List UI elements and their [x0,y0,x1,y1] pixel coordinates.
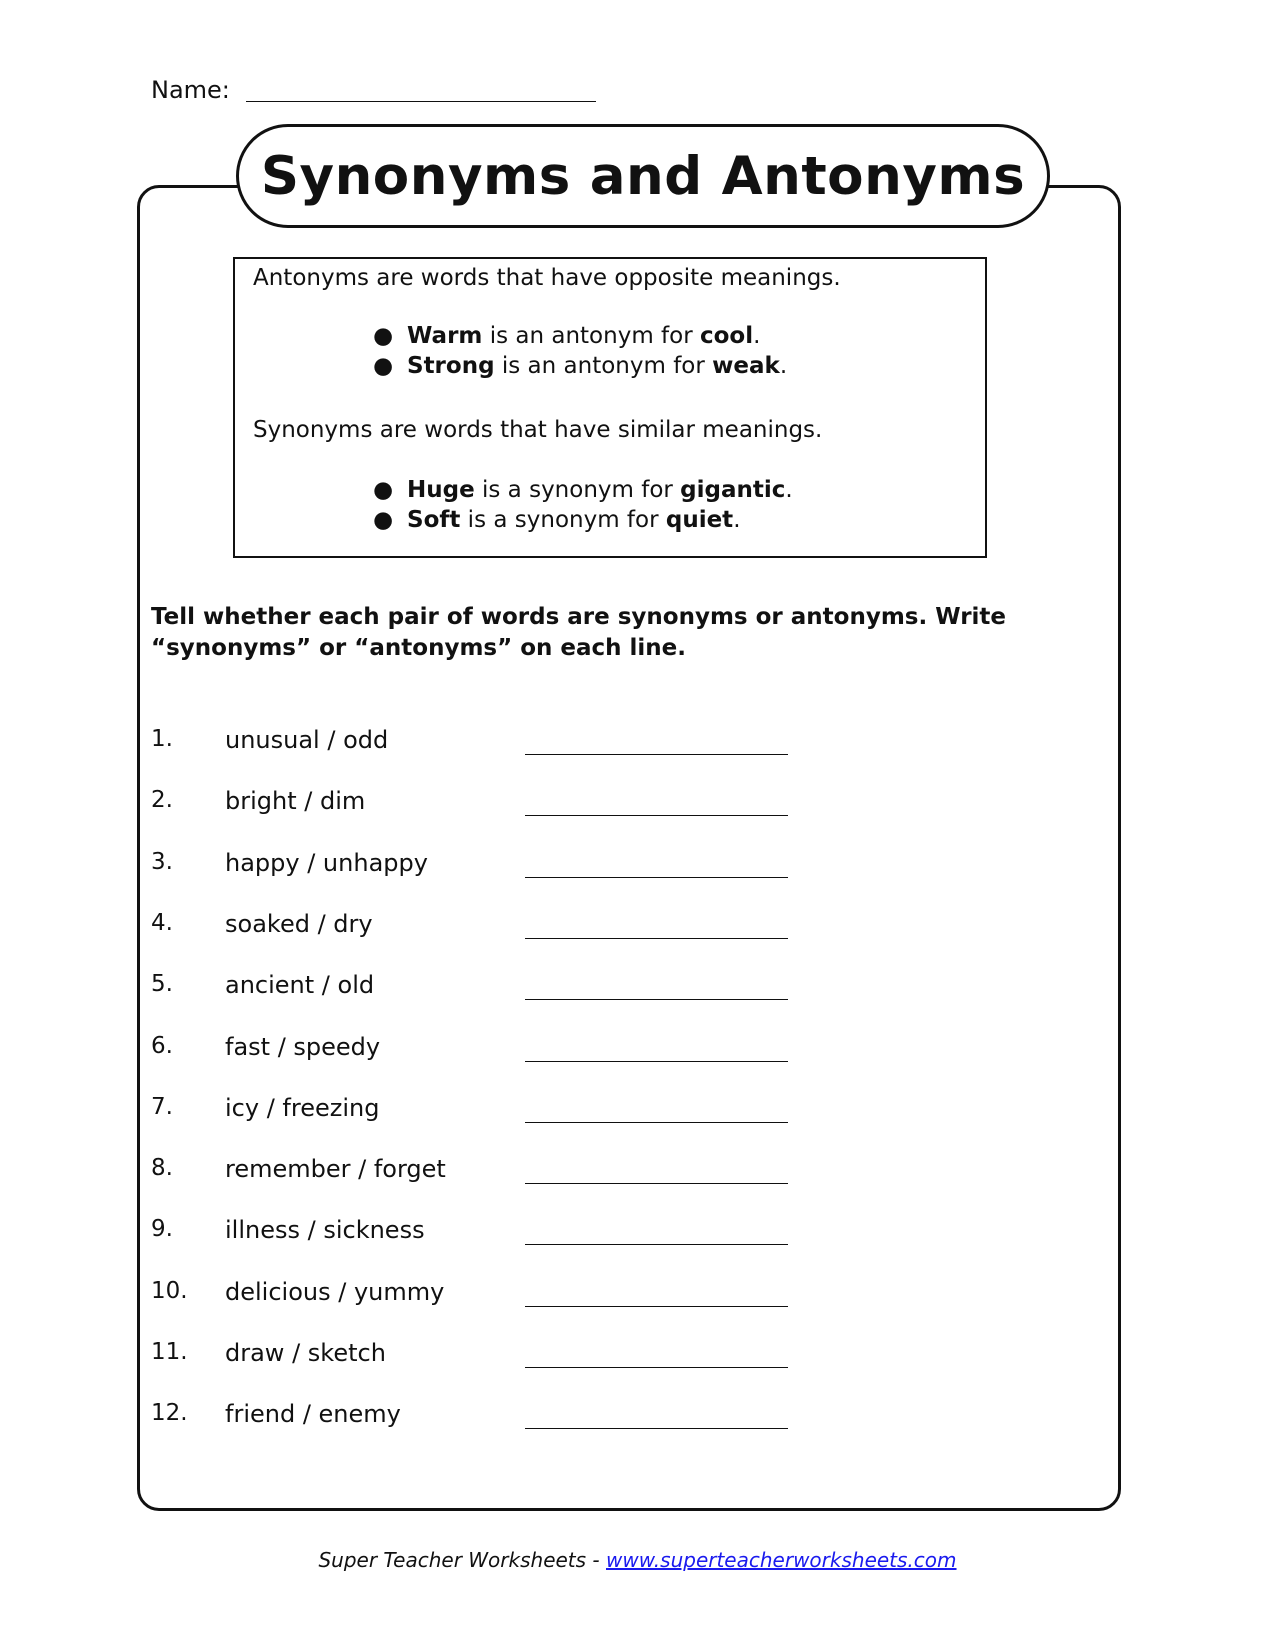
answer-line[interactable] [525,754,788,755]
question-number: 3. [151,848,173,875]
word-pair: friend / enemy [225,1400,401,1429]
name-field[interactable] [246,101,596,102]
question-number: 2. [151,787,173,814]
footer-link[interactable]: www.superteacherworksheets.com [606,1548,957,1572]
answer-line[interactable] [525,938,788,939]
footer-text: Super Teacher Worksheets - [318,1548,606,1572]
word-pair: draw / sketch [225,1339,386,1367]
question-row [0,1400,900,1440]
word-pair: delicious / yummy [225,1277,445,1306]
answer-line[interactable] [525,1428,788,1429]
title-banner [236,124,1050,228]
question-row [0,1155,900,1195]
word-pair: soaked / dry [225,909,373,938]
question-number: 12. [151,1400,188,1427]
answer-line[interactable] [525,1244,788,1245]
page-title: Synonyms and Antonyms [260,145,1026,207]
bullet-icon: ● [373,477,394,503]
word-pair: remember / forget [225,1155,446,1184]
answer-line[interactable] [525,1122,788,1123]
word-pair: ancient / old [225,971,375,1000]
synonym-definition: Synonyms are words that have similar meanings. [253,417,823,443]
question-number: 4. [151,909,173,936]
question-number: 10. [151,1277,188,1304]
synonym-example: ● Huge is a synonym for gigantic. [373,477,793,503]
answer-line[interactable] [525,1183,788,1184]
answer-line[interactable] [525,815,788,816]
answer-line[interactable] [525,999,788,1000]
answer-line[interactable] [525,1367,788,1368]
name-label: Name: [151,76,230,104]
question-row [0,787,900,827]
question-number: 6. [151,1032,173,1059]
word-pair: bright / dim [225,787,366,816]
question-row [0,971,900,1011]
question-row [0,1216,900,1256]
answer-line[interactable] [525,877,788,878]
question-number: 11. [151,1339,188,1365]
instructions: Tell whether each pair of words are synonyms or antonyms. Write “synonyms” or “antonyms” on each line. [151,604,1007,661]
word-pair: unusual / odd [225,726,389,754]
question-number: 8. [151,1155,173,1182]
word-pair: happy / unhappy [225,848,428,877]
definition-box [233,257,987,558]
word-pair: illness / sickness [225,1216,425,1245]
antonym-example: ● Warm is an antonym for cool. [373,323,761,349]
question-row [0,1094,900,1134]
question-number: 1. [151,726,173,752]
question-row [0,1033,900,1073]
question-row [0,726,900,766]
question-row [0,1339,900,1379]
question-number: 9. [151,1216,173,1243]
word-pair: fast / speedy [225,1032,381,1061]
antonym-definition: Antonyms are words that have opposite meanings. [253,265,841,291]
bullet-icon: ● [373,353,394,379]
footer [0,1548,1275,1572]
answer-line[interactable] [525,1306,788,1307]
bullet-icon: ● [373,507,394,533]
bullet-icon: ● [373,323,394,349]
synonym-example: ● Soft is a synonym for quiet. [373,507,741,533]
question-number: 5. [151,971,173,998]
word-pair: icy / freezing [225,1093,380,1122]
answer-line[interactable] [525,1061,788,1062]
question-number: 7. [151,1093,173,1120]
antonym-example: ● Strong is an antonym for weak. [373,353,788,379]
question-row [0,910,900,950]
question-row [0,1278,900,1318]
question-row [0,849,900,889]
